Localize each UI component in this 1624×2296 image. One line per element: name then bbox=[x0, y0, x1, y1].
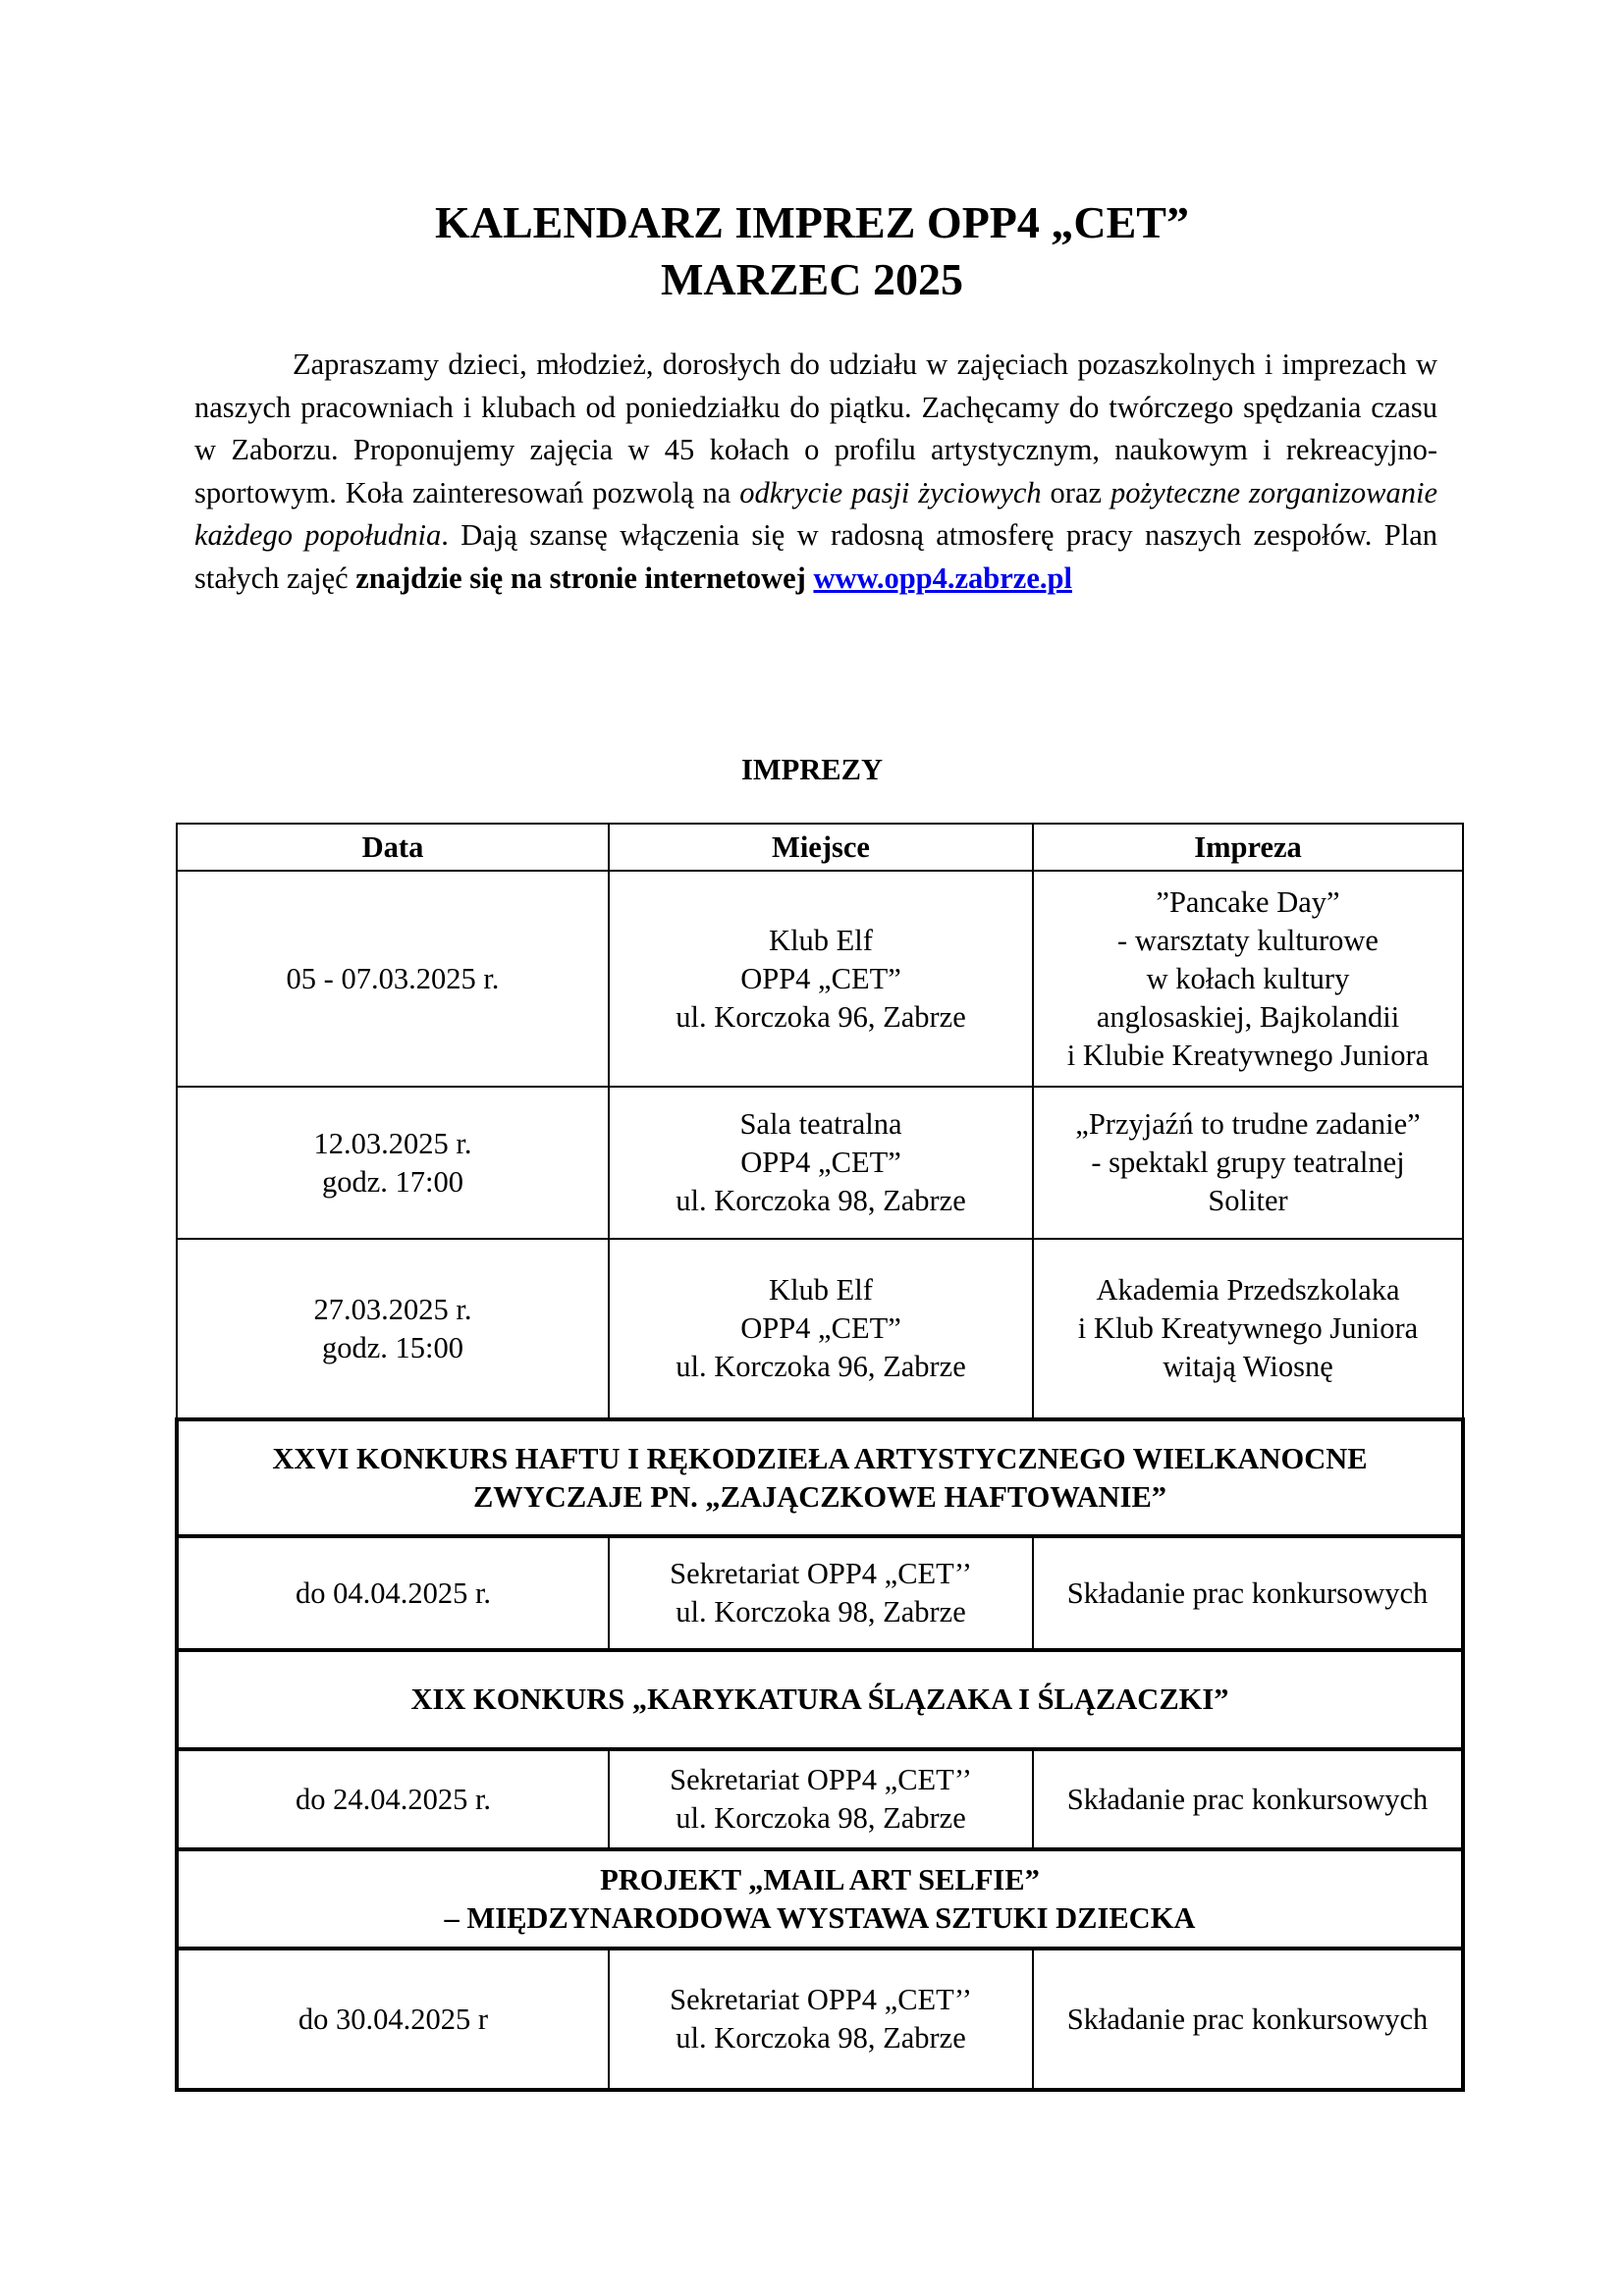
event-place-line: Klub Elf bbox=[769, 923, 873, 957]
event-place-line: OPP4 „CET” bbox=[740, 1311, 901, 1345]
event-place-line: OPP4 „CET” bbox=[740, 961, 901, 995]
event-description-line: „Przyjaźń to trudne zadanie” bbox=[1075, 1107, 1421, 1141]
event-description-cell bbox=[1033, 1087, 1463, 1239]
table-row bbox=[177, 871, 1463, 1087]
section-title-events: IMPREZY bbox=[740, 753, 884, 786]
contest-deadline: do 30.04.2025 r bbox=[177, 1949, 609, 2090]
event-date: 12.03.2025 r. bbox=[313, 1126, 472, 1160]
event-place-line: ul. Korczoka 96, Zabrze bbox=[676, 999, 966, 1034]
event-place-line: ul. Korczoka 98, Zabrze bbox=[676, 1184, 966, 1217]
contest-place-line: ul. Korczoka 98, Zabrze bbox=[676, 1595, 966, 1629]
event-description-cell bbox=[1033, 871, 1463, 1087]
intro-bold-text: znajdzie się na stronie internetowej bbox=[355, 561, 806, 595]
intro-text: Zapraszamy dzieci, młodzież, dorosłych do udziału w zajęciach pozaszkolnych i imprezach w naszych pracowniach i klubach od poniedziałku do piątku. Zachęcamy do twórczego spędzania czasu w Zaborzu. Proponujemy zajęcia w 45 kołach o profilu artystycznym, naukowym i rekreacyjno-sportowym. Koła zainteresowań pozwolą na bbox=[194, 347, 1437, 509]
event-place-line: Klub Elf bbox=[769, 1273, 873, 1307]
event-description-line: - spektakl grupy teatralnej bbox=[1091, 1146, 1405, 1179]
event-place-line: OPP4 „CET” bbox=[740, 1146, 901, 1179]
event-description-line: Akademia Przedszkolaka bbox=[1096, 1273, 1400, 1307]
event-time: godz. 15:00 bbox=[321, 1330, 463, 1364]
event-description-line: ”Pancake Day” bbox=[1156, 884, 1340, 919]
contest-title-line: XIX KONKURS „KARYKATURA ŚLĄZAKA I ŚLĄZACZKI” bbox=[410, 1682, 1229, 1716]
event-place-line: Sala teatralna bbox=[739, 1107, 902, 1141]
event-description-line: anglosaskiej, Bajkolandii bbox=[1096, 999, 1400, 1034]
contest-place-line: ul. Korczoka 98, Zabrze bbox=[676, 1801, 966, 1835]
contest-place-line: Sekretariat OPP4 „CET’’ bbox=[670, 1983, 972, 2016]
contest-place-cell bbox=[609, 1536, 1033, 1650]
table-row bbox=[177, 1239, 1463, 1419]
contest-place-cell bbox=[609, 1949, 1033, 2090]
contest-detail-row bbox=[177, 1949, 1463, 2090]
contest-place-line: Sekretariat OPP4 „CET’’ bbox=[670, 1557, 972, 1590]
contest-deadline: do 04.04.2025 r. bbox=[177, 1536, 609, 1650]
event-description-line: - warsztaty kulturowe bbox=[1117, 923, 1379, 957]
event-description-line: witają Wiosnę bbox=[1163, 1350, 1333, 1383]
intro-paragraph bbox=[194, 344, 1437, 600]
contest-detail-row bbox=[177, 1536, 1463, 1650]
contest-place-line: Sekretariat OPP4 „CET’’ bbox=[670, 1763, 972, 1796]
contest-place-cell bbox=[609, 1749, 1033, 1849]
contest-detail-row bbox=[177, 1749, 1463, 1849]
event-time: godz. 17:00 bbox=[321, 1164, 463, 1199]
event-date-cell bbox=[177, 1239, 609, 1419]
contest-title bbox=[177, 1419, 1463, 1536]
contest-title bbox=[177, 1650, 1463, 1749]
intro-text: . Dają szansę włączenia się w radosną atmosferę pracy naszych zespołów. Plan stałych zajęć bbox=[194, 518, 1437, 595]
column-header-event: Impreza bbox=[1033, 824, 1463, 871]
contest-action: Składanie prac konkursowych bbox=[1033, 1949, 1463, 2090]
event-place-cell bbox=[609, 871, 1033, 1087]
intro-text: oraz bbox=[1041, 475, 1110, 509]
contest-title-line: – MIĘDZYNARODOWA WYSTAWA SZTUKI DZIECKA bbox=[444, 1900, 1196, 1935]
column-header-date: Data bbox=[177, 824, 609, 871]
intro-emphasis: odkrycie pasji życiowych bbox=[739, 475, 1042, 509]
document-subtitle-month: MARZEC 2025 bbox=[661, 254, 963, 304]
event-description-line: Soliter bbox=[1208, 1184, 1288, 1217]
contest-title bbox=[177, 1849, 1463, 1949]
event-description-line: i Klubie Kreatywnego Juniora bbox=[1066, 1038, 1430, 1072]
contest-title-line: ZWYCZAJE PN. „ZAJĄCZKOWE HAFTOWANIE” bbox=[472, 1479, 1167, 1514]
contest-action: Składanie prac konkursowych bbox=[1033, 1749, 1463, 1849]
website-link[interactable]: www.opp4.zabrze.pl bbox=[813, 561, 1072, 595]
contest-place-line: ul. Korczoka 98, Zabrze bbox=[676, 2021, 966, 2055]
document-title: KALENDARZ IMPREZ OPP4 „CET” bbox=[435, 197, 1189, 247]
contest-deadline: do 24.04.2025 r. bbox=[177, 1749, 609, 1849]
table-row bbox=[177, 1087, 1463, 1239]
contest-title-line: PROJEKT „MAIL ART SELFIE” bbox=[600, 1862, 1040, 1896]
event-date: 27.03.2025 r. bbox=[313, 1292, 472, 1326]
event-date-cell bbox=[177, 1087, 609, 1239]
event-place-cell bbox=[609, 1087, 1033, 1239]
contest-title-row bbox=[177, 1849, 1463, 1949]
table-header-row bbox=[177, 824, 1463, 871]
event-date: 05 - 07.03.2025 r. bbox=[286, 961, 500, 995]
contest-title-line: XXVI KONKURS HAFTU I RĘKODZIEŁA ARTYSTYCZNEGO WIELKANOCNE bbox=[272, 1441, 1368, 1475]
event-description-line: i Klub Kreatywnego Juniora bbox=[1077, 1311, 1419, 1345]
event-description-line: w kołach kultury bbox=[1146, 961, 1350, 995]
contest-title-row bbox=[177, 1419, 1463, 1536]
intro-emphasis: pożyteczne zorganizowanie każdego popołudnia bbox=[194, 475, 1438, 552]
event-description-cell bbox=[1033, 1239, 1463, 1419]
column-header-place: Miejsce bbox=[609, 824, 1033, 871]
contest-title-row bbox=[177, 1650, 1463, 1749]
event-date-cell bbox=[177, 871, 609, 1087]
contest-action: Składanie prac konkursowych bbox=[1033, 1536, 1463, 1650]
events-table bbox=[175, 823, 1465, 2092]
event-place-line: ul. Korczoka 96, Zabrze bbox=[676, 1350, 966, 1383]
event-place-cell bbox=[609, 1239, 1033, 1419]
